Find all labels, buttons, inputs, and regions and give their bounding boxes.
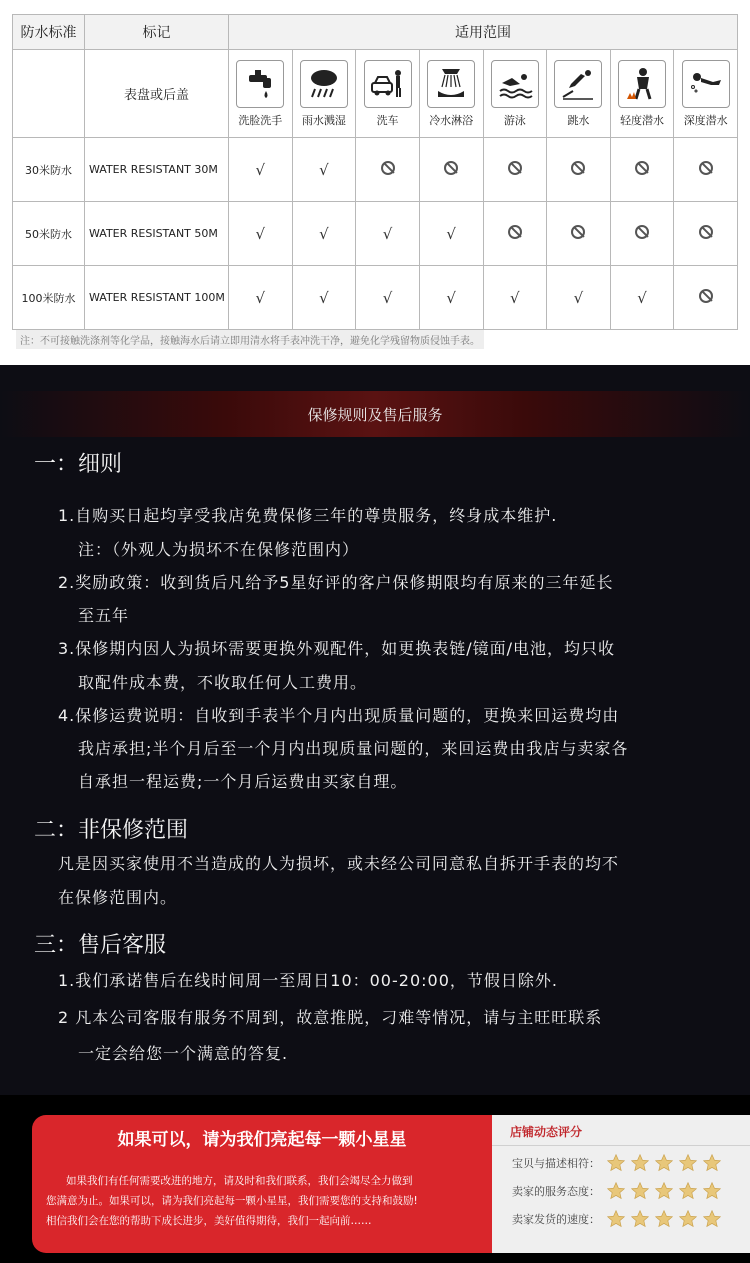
star-icon[interactable]	[606, 1153, 626, 1173]
star-icon[interactable]	[678, 1153, 698, 1173]
rating-label: 卖家发货的速度：	[512, 1213, 600, 1226]
shower-icon	[427, 60, 475, 108]
rating-row	[512, 1181, 722, 1201]
shop-rating-panel	[492, 1115, 750, 1253]
star-icon[interactable]	[630, 1209, 650, 1229]
star-request-line: 您满意为止。如果可以，请为我们亮起每一颗小星星，我们需要您的支持和鼓励!	[46, 1195, 418, 1207]
rain-cloud-icon	[300, 60, 348, 108]
check-icon: √	[382, 225, 393, 243]
mark-cell: WATER RESISTANT 100M	[85, 266, 229, 330]
rating-label: 宝贝与描述相符：	[512, 1157, 600, 1170]
star-icon[interactable]	[606, 1181, 626, 1201]
star-icon[interactable]	[702, 1181, 722, 1201]
faucet-icon	[236, 60, 284, 108]
standard-cell: 100米防水	[13, 266, 85, 330]
service-line-2: 2 凡本公司客服有服务不周到，故意推脱，刁难等情况，请与主旺旺联系	[58, 1008, 603, 1027]
rule-2-line-2: 至五年	[78, 606, 130, 625]
star-rating[interactable]	[606, 1209, 722, 1229]
deep-dive-icon	[682, 60, 730, 108]
car-wash-icon	[364, 60, 412, 108]
activity-label: 游泳	[503, 113, 526, 127]
prohibited-icon	[381, 161, 395, 175]
rule-1: 1.自购买日起均享受我店免费保修三年的尊贵服务，终身成本维护.	[58, 506, 558, 525]
header-mark: 标记	[85, 15, 229, 50]
activity-label: 雨水溅湿	[301, 113, 346, 127]
activity-label: 轻度潜水	[620, 113, 665, 127]
star-request-line: 如果我们有任何需要改进的地方，请及时和我们联系，我们会竭尽全力做到	[66, 1175, 413, 1187]
standard-cell: 50米防水	[13, 202, 85, 266]
star-request-title: 如果可以，请为我们亮起每一颗小星星	[117, 1130, 407, 1150]
mark-cell: WATER RESISTANT 30M	[85, 138, 229, 202]
diver-jump-icon	[554, 60, 602, 108]
prohibited-icon	[571, 161, 585, 175]
table-row	[13, 138, 738, 202]
star-icon[interactable]	[606, 1209, 626, 1229]
warranty-section	[0, 365, 750, 1095]
prohibited-icon	[444, 161, 458, 175]
prohibited-icon	[635, 225, 649, 239]
table-row	[13, 266, 738, 330]
star-icon[interactable]	[654, 1209, 674, 1229]
star-rating[interactable]	[606, 1153, 722, 1173]
star-icon[interactable]	[630, 1181, 650, 1201]
star-request-box	[32, 1115, 492, 1253]
service-line-3: 一定会给您一个满意的答复.	[78, 1044, 289, 1063]
rule-4-line-2: 我店承担;半个月后至一个月内出现质量问题的，来回运费由我店与卖家各	[78, 739, 629, 758]
check-icon: √	[319, 289, 329, 307]
activity-label: 深度潜水	[683, 113, 728, 127]
check-icon: √	[319, 161, 329, 179]
swimmer-icon	[491, 60, 539, 108]
exclusion-line-1: 凡是因买家使用不当造成的人为损坏，或未经公司同意私自拆开手表的均不	[58, 854, 620, 873]
prohibited-icon	[699, 161, 713, 175]
star-icon[interactable]	[630, 1153, 650, 1173]
star-icon[interactable]	[654, 1153, 674, 1173]
light-dive-icon	[618, 60, 666, 108]
check-icon: √	[382, 289, 393, 307]
star-rating[interactable]	[606, 1181, 722, 1201]
rule-3-line-1: 3.保修期内因人为损坏需要更换外观配件，如更换表链/镜面/电池，均只收	[58, 639, 616, 658]
header-standard: 防水标准	[13, 15, 85, 50]
warranty-banner: 保修规则及售后服务	[0, 391, 750, 437]
star-icon[interactable]	[654, 1181, 674, 1201]
rule-1-note: 注：（外观人为损坏不在保修范围内）	[78, 540, 360, 559]
check-icon: √	[319, 225, 329, 243]
activity-label: 洗脸洗手	[238, 113, 283, 127]
check-icon: √	[637, 289, 647, 307]
check-icon: √	[255, 289, 266, 307]
prohibited-icon	[508, 161, 522, 175]
waterproof-table-section	[12, 14, 738, 330]
activity-icons-row	[13, 50, 738, 138]
rule-4-line-1: 4.保修运费说明：自收到手表半个月内出现质量问题的，更换来回运费均由	[58, 706, 620, 725]
header-scope: 适用范围	[229, 15, 738, 50]
rating-row	[512, 1153, 722, 1173]
star-icon[interactable]	[702, 1209, 722, 1229]
star-request-text	[46, 1171, 482, 1231]
service-line-1: 1.我们承诺售后在线时间周一至周日10：00-20:00，节假日除外.	[58, 971, 558, 990]
standard-cell: 30米防水	[13, 138, 85, 202]
rating-row	[512, 1209, 722, 1229]
section-title-exclusions: 二：非保修范围	[34, 818, 189, 843]
star-icon[interactable]	[678, 1181, 698, 1201]
star-icon[interactable]	[702, 1153, 722, 1173]
chemical-warning-note: 注：不可接触洗涤剂等化学品，接触海水后请立即用清水将手表冲洗干净，避免化学残留物质侵蚀手表。	[16, 330, 484, 349]
prohibited-icon	[508, 225, 522, 239]
waterproof-table	[12, 14, 738, 330]
rule-3-line-2: 取配件成本费，不收取任何人工费用。	[78, 673, 368, 692]
rating-banner	[0, 1095, 750, 1263]
shop-rating-title: 店铺动态评分	[510, 1125, 583, 1139]
rating-label: 卖家的服务态度：	[512, 1185, 600, 1198]
section-title-details: 一：细则	[34, 452, 123, 477]
section-title-service: 三：售后客服	[34, 933, 167, 958]
check-icon: √	[446, 225, 456, 243]
check-icon: √	[573, 289, 584, 307]
check-icon: √	[446, 289, 456, 307]
activity-label: 跳水	[567, 113, 590, 127]
rule-2-line-1: 2.奖励政策：收到货后凡给予5星好评的客户保修期限均有原来的三年延长	[58, 573, 614, 592]
table-row	[13, 202, 738, 266]
activity-label: 冷水淋浴	[429, 113, 474, 127]
rule-4-line-3: 自承担一程运费;一个月后运费由买家自理。	[78, 772, 408, 791]
activity-label: 洗车	[376, 113, 399, 127]
mark-subheader: 表盘或后盖	[85, 50, 229, 138]
mark-cell: WATER RESISTANT 50M	[85, 202, 229, 266]
prohibited-icon	[699, 225, 713, 239]
exclusion-line-2: 在保修范围内。	[58, 888, 178, 907]
check-icon: √	[510, 289, 520, 307]
prohibited-icon	[635, 161, 649, 175]
prohibited-icon	[571, 225, 585, 239]
star-request-line: 相信我们会在您的帮助下成长进步，美好值得期待，我们一起向前……	[46, 1215, 372, 1227]
check-icon: √	[255, 225, 266, 243]
check-icon: √	[255, 161, 266, 179]
divider	[492, 1145, 750, 1146]
star-icon[interactable]	[678, 1209, 698, 1229]
prohibited-icon	[699, 289, 713, 303]
